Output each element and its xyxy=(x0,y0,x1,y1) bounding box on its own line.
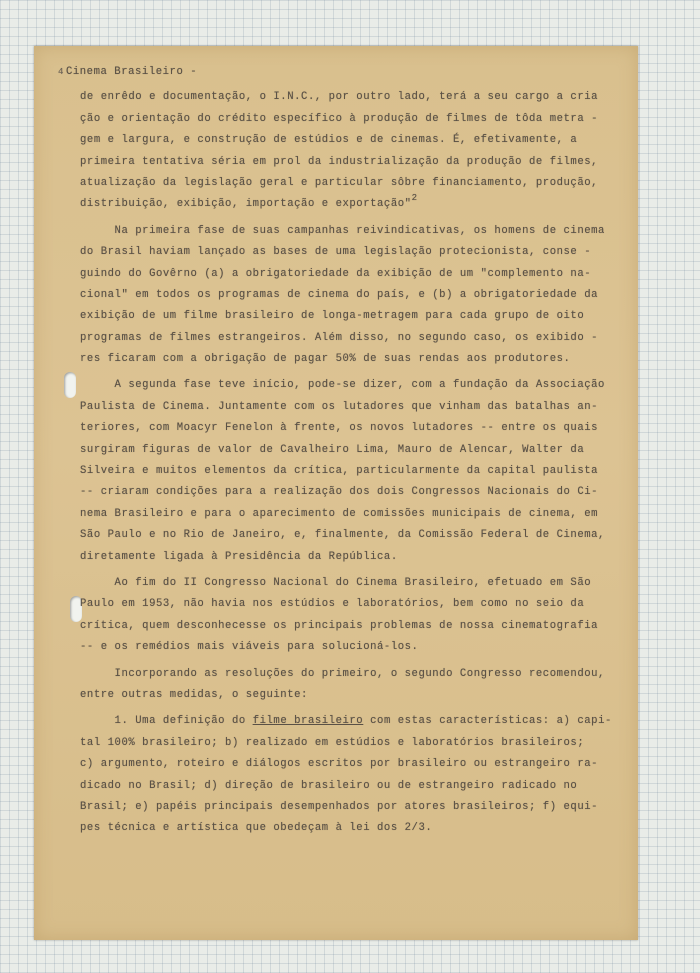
text-line: -- criaram condições para a realização dos dois Congressos Nacionais do Ci- xyxy=(80,486,599,499)
text-line: entre outras medidas, o seguinte: xyxy=(80,688,308,701)
text-line: nema Brasileiro e para o aparecimento de comissões municipais de cinema, em xyxy=(80,507,599,520)
text-line: tal 100% brasileiro; b) realizado em estúdios e laboratórios brasileiros; xyxy=(80,736,585,749)
page-header-title: Cinema Brasileiro - xyxy=(65,66,198,78)
text-line: crítica, quem desconhecesse os principais problemas de nossa cinematografia xyxy=(80,619,599,632)
margin-mark: 4 xyxy=(58,67,64,77)
text-line: -- e os remédios mais viáveis para solucioná-los. xyxy=(80,641,419,654)
text-line: Incorporando as resoluções do primeiro, o segundo Congresso recomendou, xyxy=(80,667,605,680)
document-text xyxy=(58,62,626,840)
text-line: atualização da legislação geral e particular sôbre financiamento, produção, xyxy=(80,176,599,189)
text-line: diretamente ligada à Presidência da República. xyxy=(80,550,398,563)
document-page xyxy=(34,46,638,940)
underlined-term: filme brasileiro xyxy=(252,715,364,728)
text-line: Na primeira fase de suas campanhas reivindicativas, os homens de cinema xyxy=(80,224,605,237)
text-line: Paulista de Cinema. Juntamente com os lutadores que vinham das batalhas an- xyxy=(80,400,599,413)
text-line: Brasil; e) papéis principais desempenhados por atores brasileiros; f) equi- xyxy=(80,800,599,813)
text-line: pes técnica e artística que obedeçam à lei dos 2/3. xyxy=(80,822,433,835)
text-line: res ficaram com a obrigação de pagar 50% de suas rendas aos produtores. xyxy=(80,353,571,366)
text-line xyxy=(80,194,626,215)
text-line: Silveira e muitos elementos da crítica, particularmente da capital paulista xyxy=(80,465,599,478)
paragraph-1 xyxy=(80,87,626,215)
text-line: do Brasil haviam lançado as bases de uma legislação protecionista, conse - xyxy=(80,246,592,259)
text-line: primeira tentativa séria em prol da industrialização da produção de filmes, xyxy=(80,155,599,168)
text-line: exibição de um filme brasileiro de longa-metragem para cada grupo de oito xyxy=(80,310,585,323)
text-line: gem e largura, e construção de estúdios e de cinemas. É, efetivamente, a xyxy=(80,134,578,147)
paragraph-2 xyxy=(80,221,626,371)
text-line: ção e orientação do crédito específico à produção de filmes de tôda metra - xyxy=(80,112,599,125)
paragraph-3 xyxy=(80,375,626,568)
text-line: Ao fim do II Congresso Nacional do Cinema Brasileiro, efetuado em São xyxy=(80,576,592,589)
text-line: Paulo em 1953, não havia nos estúdios e laboratórios, bem como no seio da xyxy=(80,598,585,611)
text-line xyxy=(80,711,626,732)
footnote-reference: 2 xyxy=(411,193,418,204)
text-line: c) argumento, roteiro e diálogos escritos por brasileiro ou estrangeiro ra- xyxy=(80,758,599,771)
paragraph-5 xyxy=(80,664,626,707)
text-line: cional" em todos os programas de cinema do país, e (b) a obrigatoriedade da xyxy=(80,288,599,301)
text-line: guindo do Govêrno (a) a obrigatoriedade da exibição de um "complemento na- xyxy=(80,267,592,280)
text-line: São Paulo e no Rio de Janeiro, e, finalmente, da Comissão Federal de Cinema, xyxy=(80,529,605,542)
text-line: teriores, com Moacyr Fenelon à frente, os novos lutadores -- entre os quais xyxy=(80,422,599,435)
page-header xyxy=(58,62,626,83)
paragraph-6-list-item xyxy=(80,711,626,839)
text-line: dicado no Brasil; d) direção de brasileiro ou de estrangeiro radicado no xyxy=(80,779,578,792)
paragraph-4 xyxy=(80,573,626,659)
text-line-content: 1. Uma definição do xyxy=(80,715,253,728)
text-line: de enrêdo e documentação, o I.N.C., por outro lado, terá a seu cargo a cria xyxy=(80,91,599,104)
punch-hole-top xyxy=(64,372,76,398)
text-line: surgiram figuras de valor de Cavalheiro Lima, Mauro de Alencar, Walter da xyxy=(80,443,585,456)
text-line: A segunda fase teve início, pode-se dizer, com a fundação da Associação xyxy=(80,379,605,392)
text-line-content: com estas características: a) capi- xyxy=(363,715,612,728)
text-line-content: distribuição, exibição, importação e exportação" xyxy=(80,198,412,211)
text-line: programas de filmes estrangeiros. Além disso, no segundo caso, os exibido - xyxy=(80,331,599,344)
